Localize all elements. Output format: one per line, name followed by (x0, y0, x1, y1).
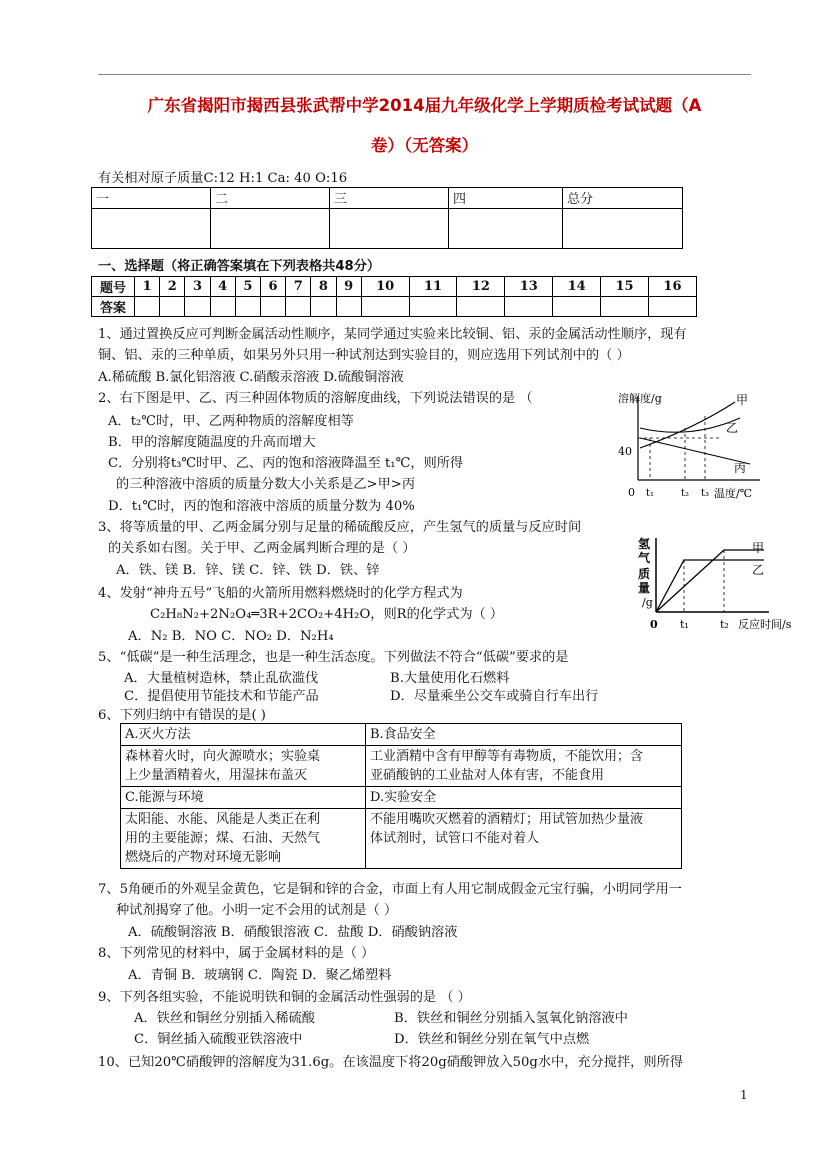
q6-a-body-line1: 森林着火时，向火源喷水；实验桌 (125, 749, 321, 764)
graph2-ylabel-unit: /g (642, 596, 653, 609)
graph2-xlabel: 反应时间/s (738, 618, 792, 631)
answer-cell-2[interactable] (160, 297, 185, 317)
doc-title-line2: 卷）（无答案） (370, 136, 479, 155)
q7-line1: 7、5角硬币的外观呈金黄色，它是铜和锌的合金，市面上有人用它制成假金元宝行骗，小明同学用一 (98, 882, 682, 897)
q5-option-a: A．大量植树造林，禁止乱砍滥伐 (124, 671, 319, 686)
graph1-origin: 0 (628, 486, 635, 499)
q6-c-body-line3: 燃烧后的产物对环境无影响 (125, 850, 282, 865)
line-yi (656, 560, 764, 612)
q6-d-body (366, 809, 682, 869)
doc-title-line1: 广东省揭阳市揭西县张武帮中学2014届九年级化学上学期质检考试试题（A (147, 96, 702, 115)
answer-cell-15[interactable] (601, 297, 649, 317)
answer-number-1: 1 (135, 277, 160, 297)
answer-number-4: 4 (210, 277, 235, 297)
graph1-label-jia: 甲 (736, 393, 749, 407)
answer-number-10: 10 (361, 277, 409, 297)
answer-cell-7[interactable] (286, 297, 311, 317)
answer-number-7: 7 (286, 277, 311, 297)
solubility-graph (610, 388, 770, 503)
answer-cell-1[interactable] (135, 297, 160, 317)
answer-cell-11[interactable] (409, 297, 457, 317)
answer-cell-12[interactable] (457, 297, 505, 317)
score-header-3: 三 (330, 188, 449, 209)
q6-c-body-line2: 用的主要能源；煤、石油、天然气 (125, 831, 321, 846)
answer-cell-16[interactable] (648, 297, 696, 317)
answer-table (91, 276, 697, 317)
q3-line1: 3、将等质量的甲、乙两金属分别与足量的稀硫酸反应，产生氢气的质量与反应时间 (98, 520, 582, 535)
q3-line2: 的关系如右图。关于甲、乙两金属判断合理的是（ ） (108, 541, 416, 556)
hydrogen-graph (634, 534, 809, 634)
graph2-ylabel-2: 气 (638, 551, 651, 565)
q9-option-a: A．铁丝和铜丝分别插入稀硫酸 (134, 1011, 315, 1026)
score-header-2: 二 (211, 188, 330, 209)
graph2-label-yi: 乙 (752, 563, 765, 577)
q5-line1: 5、“低碳”是一种生活理念，也是一种生活态度。下列做法不符合“低碳”要求的是 (98, 650, 569, 665)
graph1-xlabel: 温度/℃ (714, 487, 753, 500)
q2-option-c-cont: 的三种溶液中溶质的质量分数大小关系是乙>甲>丙 (116, 477, 416, 492)
q4-line1: 4、发射“神舟五号”飞船的火箭所用燃料燃烧时的化学方程式为 (98, 586, 463, 601)
answer-number-11: 11 (409, 277, 457, 297)
answer-number-12: 12 (457, 277, 505, 297)
q6-c-body-line1: 太阳能、水能、风能是人类正在利 (125, 812, 321, 827)
score-header-4: 四 (449, 188, 563, 209)
q6-d-head: D.实验安全 (366, 787, 682, 809)
q8-options: A．青铜 B．玻璃钢 C．陶瓷 D．聚乙烯塑料 (128, 968, 392, 983)
q1-options: A.稀硫酸 B.氯化铝溶液 C.硝酸汞溶液 D.硫酸铜溶液 (98, 370, 404, 385)
graph1-label-bing: 丙 (734, 461, 747, 475)
atomic-mass-note: 有关相对原子质量C:12 H:1 Ca: 40 O:16 (98, 171, 348, 186)
q2-option-d: D．t₁℃时，丙的饱和溶液中溶质的质量分数为 40% (108, 499, 415, 514)
q3-options: A．铁、镁 B．锌、镁 C．锌、铁 D．铁、锌 (116, 563, 380, 578)
answer-cell-13[interactable] (505, 297, 553, 317)
answer-cell-4[interactable] (210, 297, 235, 317)
answer-cell-9[interactable] (336, 297, 361, 317)
score-cell-1[interactable] (92, 209, 211, 249)
score-header-1: 一 (92, 188, 211, 209)
q6-d-body-line2: 体试剂时，试管口不能对着人 (370, 831, 540, 846)
answer-number-15: 15 (601, 277, 649, 297)
graph2-ylabel-3: 质 (638, 567, 651, 581)
graph2-t2: t₂ (720, 618, 729, 631)
answer-number-14: 14 (553, 277, 601, 297)
graph2-label-jia: 甲 (752, 541, 765, 555)
answer-number-9: 9 (336, 277, 361, 297)
answer-number-6: 6 (260, 277, 285, 297)
q6-b-body-line1: 工业酒精中含有甲醇等有毒物质，不能饮用；含 (370, 749, 644, 764)
q6-line1: 6、下列归纳中有错误的是( ) (98, 708, 266, 723)
answer-row-label-number: 题号 (92, 277, 135, 297)
graph2-ylabel-1: 氢 (638, 537, 651, 551)
answer-cell-8[interactable] (311, 297, 336, 317)
graph1-t2: t₂ (681, 488, 690, 499)
q6-d-body-line1: 不能用嘴吹灭燃着的酒精灯；用试管加热少量液 (370, 812, 644, 827)
q2-option-a: A．t₂℃时，甲、乙两种物质的溶解度相等 (108, 414, 354, 429)
score-header-total: 总分 (563, 188, 683, 209)
curve-yi (640, 418, 740, 432)
q2-option-b: B．甲的溶解度随温度的升高而增大 (108, 435, 316, 450)
answer-number-8: 8 (311, 277, 336, 297)
answer-cell-3[interactable] (185, 297, 210, 317)
q6-b-head: B.食品安全 (366, 724, 682, 746)
graph2-ylabel-4: 量 (638, 581, 651, 595)
graph1-y40: 40 (618, 445, 632, 458)
q1-line2: 铜、铝、汞的三种单质，如果另外只用一种试剂达到实验目的，则应选用下列试剂中的（ ） (98, 348, 630, 363)
q6-b-body-line2: 亚硝酸钠的工业盐对人体有害，不能食用 (370, 768, 605, 783)
score-cell-3[interactable] (330, 209, 449, 249)
q5-option-b: B.大量使用化石燃料 (390, 671, 510, 686)
q4-options: A．N₂ B．NO C．NO₂ D．N₂H₄ (128, 629, 334, 644)
q2-stem: 2、右下图是甲、乙、丙三种固体物质的溶解度曲线，下列说法错误的是 （ (98, 391, 533, 406)
q6-table (120, 723, 682, 869)
q6-b-body (366, 746, 682, 787)
score-cell-total[interactable] (563, 209, 683, 249)
answer-row-label-answer: 答案 (92, 297, 135, 317)
answer-cell-5[interactable] (235, 297, 260, 317)
q7-options: A．硫酸铜溶液 B．硝酸银溶液 C．盐酸 D．硝酸钠溶液 (128, 925, 458, 940)
q2-option-c: C．分别将t₃℃时甲、乙、丙的饱和溶液降温至 t₁℃，则所得 (108, 456, 464, 471)
q9-line1: 9、下列各组实验，不能说明铁和铜的金属活动性强弱的是 （ ） (98, 990, 471, 1005)
graph1-t3: t₃ (701, 488, 710, 499)
q6-c-head: C.能源与环境 (121, 787, 366, 809)
answer-number-2: 2 (160, 277, 185, 297)
answer-cell-10[interactable] (361, 297, 409, 317)
answer-cell-6[interactable] (260, 297, 285, 317)
graph1-t1: t₁ (646, 488, 655, 499)
header-rule (98, 74, 751, 75)
score-cell-4[interactable] (449, 209, 563, 249)
graph2-t1: t₁ (680, 618, 689, 631)
q9-option-b: B．铁丝和铜丝分别插入氢氧化钠溶液中 (394, 1011, 628, 1026)
answer-number-13: 13 (505, 277, 553, 297)
q6-a-head: A.灭火方法 (121, 724, 366, 746)
graph2-origin: 0 (650, 618, 658, 631)
q8-line1: 8、下列常见的材料中，属于金属材料的是（ ） (98, 946, 375, 961)
score-cell-2[interactable] (211, 209, 330, 249)
q5-option-d: D．尽量乘坐公交车或骑自行车出行 (390, 689, 599, 704)
q6-c-body (121, 809, 366, 869)
graph1-ylabel: 溶解度/g (618, 392, 662, 405)
q4-equation: C₂H₈N₂+2N₂O₄═3R+2CO₂+4H₂O，则R的化学式为（ ） (150, 607, 504, 622)
q9-option-c: C．铜丝插入硫酸亚铁溶液中 (134, 1032, 303, 1047)
graph1-label-yi: 乙 (726, 421, 739, 435)
score-table (91, 187, 683, 249)
q7-line2: 种试剂揭穿了他。小明一定不会用的试剂是（ ） (116, 903, 398, 918)
answer-number-5: 5 (235, 277, 260, 297)
q5-option-c: C．提倡使用节能技术和节能产品 (124, 689, 319, 704)
page-number: 1 (740, 1088, 748, 1102)
q6-a-body (121, 746, 366, 787)
q6-a-body-line2: 上少量酒精着火，用湿抹布盖灭 (125, 768, 308, 783)
answer-cell-14[interactable] (553, 297, 601, 317)
q10-line1: 10、已知20℃硝酸钾的溶解度为31.6g。在该温度下将20g硝酸钾放入50g水中，充分搅拌，则所得 (98, 1055, 683, 1070)
answer-number-16: 16 (648, 277, 696, 297)
q1-line1: 1、通过置换反应可判断金属活动性顺序，某同学通过实验来比较铜、铝、汞的金属活动性顺序，现有 (98, 327, 687, 342)
answer-number-3: 3 (185, 277, 210, 297)
q9-option-d: D．铁丝和铜丝分别在氧气中点燃 (394, 1032, 590, 1047)
section1-title: 一、选择题（将正确答案填在下列表格共48分） (98, 259, 381, 274)
